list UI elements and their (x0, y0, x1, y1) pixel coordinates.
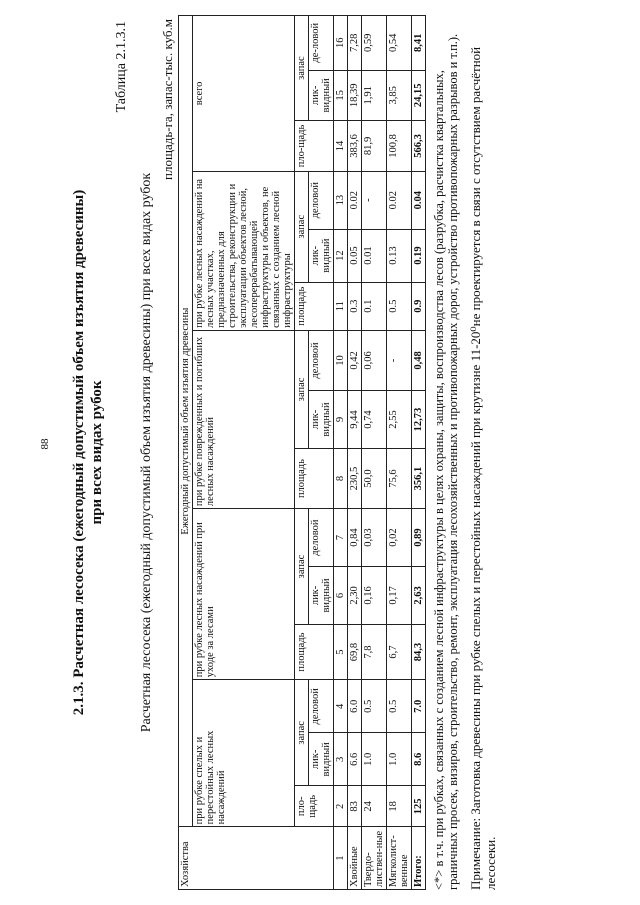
header-area: площадь (295, 282, 334, 330)
value-cell: - (387, 330, 412, 390)
column-number: 10 (334, 330, 348, 390)
header-area: пло-щадь (295, 786, 334, 827)
header-liquid: лик-видный (309, 70, 334, 121)
value-cell: 24,15 (412, 70, 426, 121)
value-cell: 0.01 (362, 229, 387, 282)
value-cell: 0.02 (387, 171, 412, 229)
value-cell: 84,3 (412, 624, 426, 679)
value-cell: 7.0 (412, 680, 426, 733)
value-cell: 6,7 (387, 624, 412, 679)
page-number: 88 (39, 438, 51, 450)
value-cell: 0,42 (348, 330, 362, 390)
value-cell: 0.05 (348, 229, 362, 282)
farm-name-cell: Хвойные (348, 827, 362, 890)
value-cell: 230,5 (348, 448, 362, 508)
header-group-infrastructure: при рубке лесных насаждений на лесных участках, предназначенных для строительства, реконструкции и эксплуатации объектов лесной, лесоперерабатывающей инфраструктуры и объектов, не связанных с созданием лесной инфраструктуры (193, 171, 295, 330)
column-number: 4 (334, 680, 348, 733)
column-number: 7 (334, 509, 348, 567)
header-area: пло-щадь (295, 121, 334, 172)
note: Примечание: Заготовка древесины при рубке спелых и перестойных насаждений при крутизне 11-20⁰не проектируется в связи с отсутствием расчётной лесосеки. (468, 46, 498, 890)
header-business: деловой (309, 330, 334, 390)
value-cell: 6.0 (348, 680, 362, 733)
column-number: 12 (334, 229, 348, 282)
value-cell: 0,74 (362, 391, 387, 449)
value-cell: 1,91 (362, 70, 387, 121)
value-cell: 100,8 (387, 121, 412, 172)
section-title-cont: при всех видах рубок (89, 380, 105, 525)
column-numbers-row (334, 16, 348, 890)
rotated-page (70, 15, 590, 890)
column-number: 6 (334, 567, 348, 625)
header-liquid: лик-видный (309, 391, 334, 449)
table-row (348, 16, 362, 890)
column-number: 14 (334, 121, 348, 172)
value-cell: 0.1 (362, 282, 387, 330)
value-cell: 2,63 (412, 567, 426, 625)
value-cell: 18,39 (348, 70, 362, 121)
farm-name-cell: Итого: (412, 827, 426, 890)
header-stock: запас (295, 509, 309, 625)
value-cell: 7,28 (348, 16, 362, 71)
table-caption: Расчетная лесосека (ежегодный допустимый объем изъятия древесины) при всех видах рубок (139, 172, 154, 733)
value-cell: 0.5 (387, 282, 412, 330)
header-business: деловой (309, 171, 334, 229)
value-cell: 9,44 (348, 391, 362, 449)
value-cell: 0,03 (362, 509, 387, 567)
header-area: площадь (295, 448, 334, 508)
column-number: 13 (334, 171, 348, 229)
value-cell: 69,8 (348, 624, 362, 679)
header-area: площадь (295, 624, 334, 679)
value-cell: 50,0 (362, 448, 387, 508)
table-number: Таблица 2.1.3.1 (114, 21, 129, 113)
value-cell: 2,55 (387, 391, 412, 449)
value-cell: 0,59 (362, 16, 387, 71)
farm-name-cell: Мягколист-венные (387, 827, 412, 890)
value-cell: 356,1 (412, 448, 426, 508)
table-row (362, 16, 387, 890)
value-cell: 125 (412, 786, 426, 827)
value-cell: 24 (362, 786, 387, 827)
header-stock: запас (295, 171, 309, 282)
value-cell: 0.5 (387, 680, 412, 733)
units-label: площадь-га, запас-тыс. куб.м (160, 19, 175, 180)
value-cell: - (362, 171, 387, 229)
header-annual: Ежегодный допустимый объем изъятия древесины (179, 16, 193, 827)
value-cell: 1.0 (387, 733, 412, 786)
value-cell: 566,3 (412, 121, 426, 172)
value-cell: 7,8 (362, 624, 387, 679)
column-number: 15 (334, 70, 348, 121)
value-cell: 0.9 (412, 282, 426, 330)
header-group-total: всего (193, 16, 295, 172)
value-cell: 3,85 (387, 70, 412, 121)
total-row (412, 16, 426, 890)
header-group-mature: при рубке спелых и перестойных лесных насаждений (193, 680, 295, 827)
value-cell: 12,73 (412, 391, 426, 449)
header-liquid: лик-видный (309, 229, 334, 282)
value-cell: 0.5 (362, 680, 387, 733)
header-liquid: лик-видный (309, 733, 334, 786)
value-cell: 0,02 (387, 509, 412, 567)
header-business: деловой (309, 680, 334, 733)
value-cell: 383,6 (348, 121, 362, 172)
header-group-damaged: при рубке поврежденных и погибших лесных насаждений (193, 330, 295, 508)
column-number: 5 (334, 624, 348, 679)
farm-name-cell: Твердо-листвен-ные (362, 827, 387, 890)
value-cell: 0,06 (362, 330, 387, 390)
header-farm: Хозяйства (179, 827, 334, 890)
column-number: 2 (334, 786, 348, 827)
value-cell: 0.02 (348, 171, 362, 229)
column-number: 9 (334, 391, 348, 449)
value-cell: 0,84 (348, 509, 362, 567)
table-row (387, 16, 412, 890)
column-number: 16 (334, 16, 348, 71)
value-cell: 0.19 (412, 229, 426, 282)
value-cell: 75,6 (387, 448, 412, 508)
value-cell: 83 (348, 786, 362, 827)
value-cell: 0,54 (387, 16, 412, 71)
header-stock: запас (295, 680, 309, 786)
header-business: деловой (309, 509, 334, 567)
value-cell: 8.6 (412, 733, 426, 786)
value-cell: 0.3 (348, 282, 362, 330)
value-cell: 0,17 (387, 567, 412, 625)
table-body (348, 16, 426, 890)
header-liquid: лик-видный (309, 567, 334, 625)
value-cell: 8,41 (412, 16, 426, 71)
value-cell: 0.04 (412, 171, 426, 229)
column-number: 11 (334, 282, 348, 330)
column-number: 8 (334, 448, 348, 508)
column-number: 3 (334, 733, 348, 786)
value-cell: 81,9 (362, 121, 387, 172)
value-cell: 0,48 (412, 330, 426, 390)
value-cell: 6.6 (348, 733, 362, 786)
value-cell: 0.13 (387, 229, 412, 282)
value-cell: 0,16 (362, 567, 387, 625)
header-business: де-ловой (309, 16, 334, 71)
header-group-care: при рубке лесных насаждений при уходе за лесами (193, 509, 295, 680)
cut-volume-table (178, 15, 426, 890)
value-cell: 18 (387, 786, 412, 827)
header-stock: запас (295, 16, 309, 121)
column-number: 1 (334, 827, 348, 890)
footnote: <*> в т.ч. при рубках, связанных с созданием лесной инфраструктуры в целях охраны, защиты, воспроизводства лесов (разрубка, расчистка квартальных, граничных просек, визиров, строительство, ремонт, эксплуатация лесохозяйственных и противопожарных дорог, устройство противопожарных разрывов и т.п.). (432, 33, 460, 890)
header-stock: запас (295, 330, 309, 448)
section-title: 2.1.3. Расчетная лесосека (ежегодный допустимый объем изъятия древесины) (71, 189, 87, 716)
value-cell: 1.0 (362, 733, 387, 786)
value-cell: 2,30 (348, 567, 362, 625)
value-cell: 0,89 (412, 509, 426, 567)
